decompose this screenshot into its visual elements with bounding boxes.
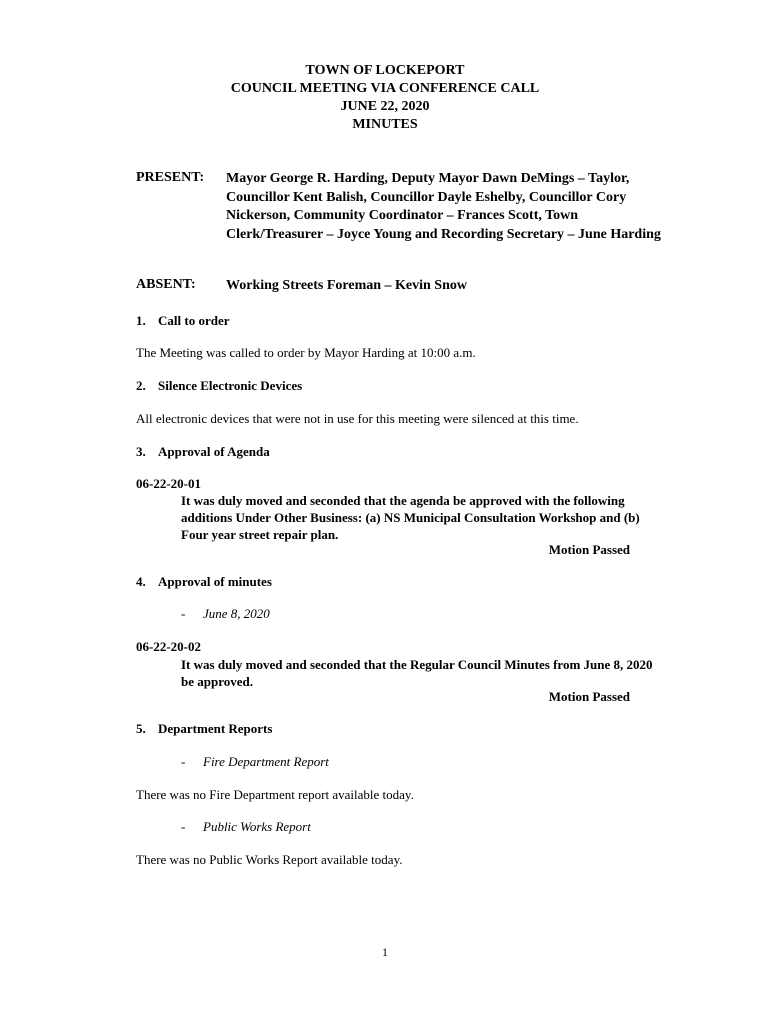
section-heading-department-reports <box>136 721 272 737</box>
motion-number: 06-22-20-01 <box>136 476 201 491</box>
fire-report-text: There was no Fire Department report available today. <box>136 787 414 802</box>
motion-result: Motion Passed <box>548 689 630 704</box>
call-to-order-text: The Meeting was called to order by Mayor Harding at 10:00 a.m. <box>136 345 476 360</box>
meeting-date: JUNE 22, 2020 <box>340 99 430 114</box>
section-title: Approval of minutes <box>158 574 272 589</box>
absent-label: ABSENT: <box>136 277 196 292</box>
minutes-title: MINUTES <box>352 117 418 132</box>
meeting-title: COUNCIL MEETING VIA CONFERENCE CALL <box>230 81 540 96</box>
list-item-text: June 8, 2020 <box>203 606 270 621</box>
motion-text: It was duly moved and seconded that the agenda be approved with the following additions Under Other Business: (a) NS Municipal Consultation Workshop and (b) Four year street repair plan. <box>181 493 640 542</box>
section-heading-approval-of-agenda <box>136 444 270 460</box>
present-list: Mayor George R. Harding, Deputy Mayor Dawn DeMings – Taylor, Councillor Kent Balish, Councillor Dayle Eshelby, Councillor Cory Nickerson, Community Coordinator – Frances Scott, Town Clerk/Treasurer – Joyce Young and Recording Secretary – June Harding <box>226 171 661 242</box>
section-heading-call-to-order <box>136 313 229 329</box>
town-title: TOWN OF LOCKEPORT <box>305 63 465 78</box>
list-dash: - <box>181 819 186 834</box>
absent-list: Working Streets Foreman – Kevin Snow <box>226 278 467 293</box>
public-works-item <box>181 819 311 835</box>
motion-number: 06-22-20-02 <box>136 639 201 654</box>
list-item-text: Public Works Report <box>203 819 311 834</box>
motion-text: It was duly moved and seconded that the Regular Council Minutes from June 8, 2020 be approved. <box>181 657 653 689</box>
section-number: 2. <box>136 378 146 393</box>
public-works-text: There was no Public Works Report available today. <box>136 852 403 867</box>
section-title: Approval of Agenda <box>158 444 270 459</box>
section-heading-silence-devices <box>136 378 302 394</box>
present-label: PRESENT: <box>136 170 205 185</box>
page-number: 1 <box>382 945 388 959</box>
section-title: Department Reports <box>158 721 273 736</box>
section-heading-approval-of-minutes <box>136 574 272 590</box>
section-number: 1. <box>136 313 146 328</box>
silence-devices-text: All electronic devices that were not in use for this meeting were silenced at this time. <box>136 411 579 426</box>
section-number: 5. <box>136 721 146 736</box>
section-number: 3. <box>136 444 146 459</box>
section-title: Silence Electronic Devices <box>158 378 303 393</box>
section-title: Call to order <box>158 313 230 328</box>
minutes-item <box>181 606 270 622</box>
fire-report-item <box>181 754 329 770</box>
list-dash: - <box>181 606 186 621</box>
motion-result: Motion Passed <box>548 542 630 557</box>
list-item-text: Fire Department Report <box>203 754 329 769</box>
section-number: 4. <box>136 574 146 589</box>
list-dash: - <box>181 754 186 769</box>
